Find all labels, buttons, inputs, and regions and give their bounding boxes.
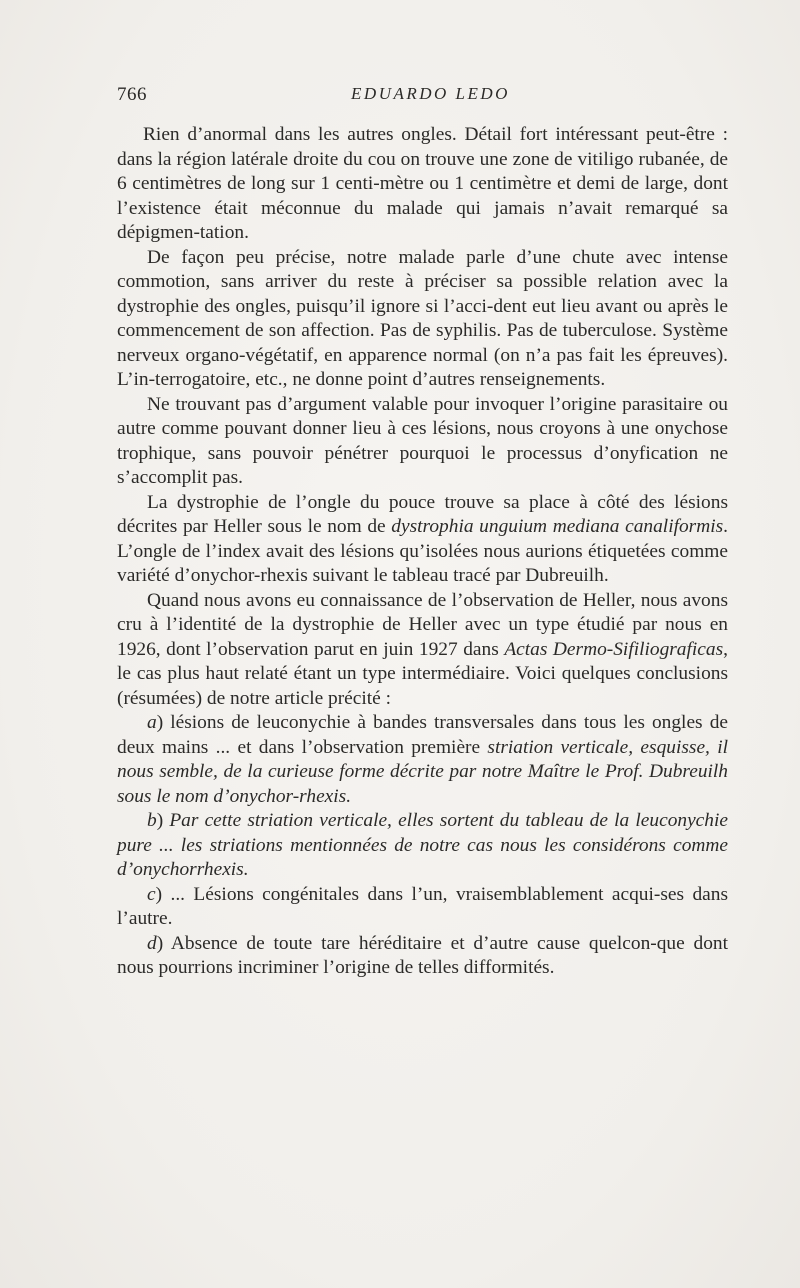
text-run: ) ... Lésions congénitales dans l’un, vraisemblablement acqui-ses dans l’autre. xyxy=(117,883,728,929)
text-run: , le cas plus haut relaté étant un type intermédiaire. Voici quelques conclusions (résumées) de notre article précité : xyxy=(117,638,728,709)
paragraph xyxy=(117,491,728,589)
paragraph xyxy=(117,246,728,393)
italic-text-run: dystrophia unguium mediana canaliformis xyxy=(391,516,724,537)
italic-text-run: b xyxy=(147,810,157,831)
page-header xyxy=(117,84,728,112)
text-run: Ne trouvant pas d’argument valable pour invoquer l’origine parasitaire ou autre comme pouvant donner lieu à ces lésions, nous croyons à une onychose trophique, sans pouvoir pénétrer pourquoi le processus d’onyfication ne s’accomplit pas. xyxy=(117,393,728,488)
text-run: ) xyxy=(156,810,170,831)
text-run: Quand nous avons eu connaissance de l’observation de Heller, nous avons cru à l’identité de la dystrophie de Heller avec un type étudié par nous en 1926, dont l’observation parut en juin 1927 dans xyxy=(117,589,728,660)
text-run: Rien d’anormal dans les autres ongles. Détail fort intéressant peut-être : dans la région latérale droite du cou on trouve une zone de vitiligo rubanée, de 6 centimètres de long sur 1 centi-mètre ou 1 centimètre et demi de large, dont l’existence était méconnue du malade qui jamais n’avait remarqué sa dépigmen-tation. xyxy=(117,124,728,243)
list-item-d xyxy=(117,932,728,981)
italic-text-run: a xyxy=(147,712,157,733)
paragraph xyxy=(117,589,728,712)
text-run: ) Absence de toute tare héréditaire et d’autre cause quelcon-que dont nous pourrions incriminer l’origine de telles difformités. xyxy=(117,932,728,978)
paragraph xyxy=(117,393,728,491)
text-run: De façon peu précise, notre malade parle d’une chute avec intense commotion, sans arriver du reste à préciser sa possible relation avec la dystrophie des ongles, puisqu’il ignore si l’acci-dent eut lieu avant ou après le commencement de son affection. Pas de syphilis. Pas de tuberculose. Système nerveux organo-végétatif, en apparence normal (on n’a pas fait les épreuves). L’in-terrogatoire, etc., ne donne point d’autres renseignements. xyxy=(117,246,728,390)
paragraph xyxy=(117,123,728,246)
body-text xyxy=(117,123,728,981)
italic-text-run: Par cette striation verticale, elles sortent du tableau de la leuconychie pure ... les striations mentionnées de notre cas nous les considérons comme d’onychorrhexis. xyxy=(117,810,728,880)
text-run: ) lésions de leuconychie à bandes transversales dans tous les ongles de deux mains ... et dans l’observation première xyxy=(117,712,728,758)
italic-text-run: d xyxy=(147,932,157,954)
italic-text-run: Actas Dermo-Sifiliograficas xyxy=(504,638,724,660)
running-head: EDUARDO LEDO xyxy=(351,84,510,103)
list-item-a xyxy=(117,711,728,809)
list-item-c xyxy=(117,883,728,932)
page-number: 766 xyxy=(117,84,147,105)
italic-text-run: striation verticale, esquisse, il nous semble, de la curieuse forme décrite par notre Maître le Prof. Dubreuilh sous le nom d’onychor-rhexis. xyxy=(117,736,728,807)
text-run: . L’ongle de l’index avait des lésions qu’isolées nous aurions étiquetées comme variété d’onychor-rhexis suivant le tableau tracé par Dubreuilh. xyxy=(117,516,729,586)
list-item-b xyxy=(117,809,728,883)
italic-text-run: c xyxy=(147,883,156,905)
text-run: La dystrophie de l’ongle du pouce trouve sa place à côté des lésions décrites par Heller sous le nom de xyxy=(117,491,728,537)
